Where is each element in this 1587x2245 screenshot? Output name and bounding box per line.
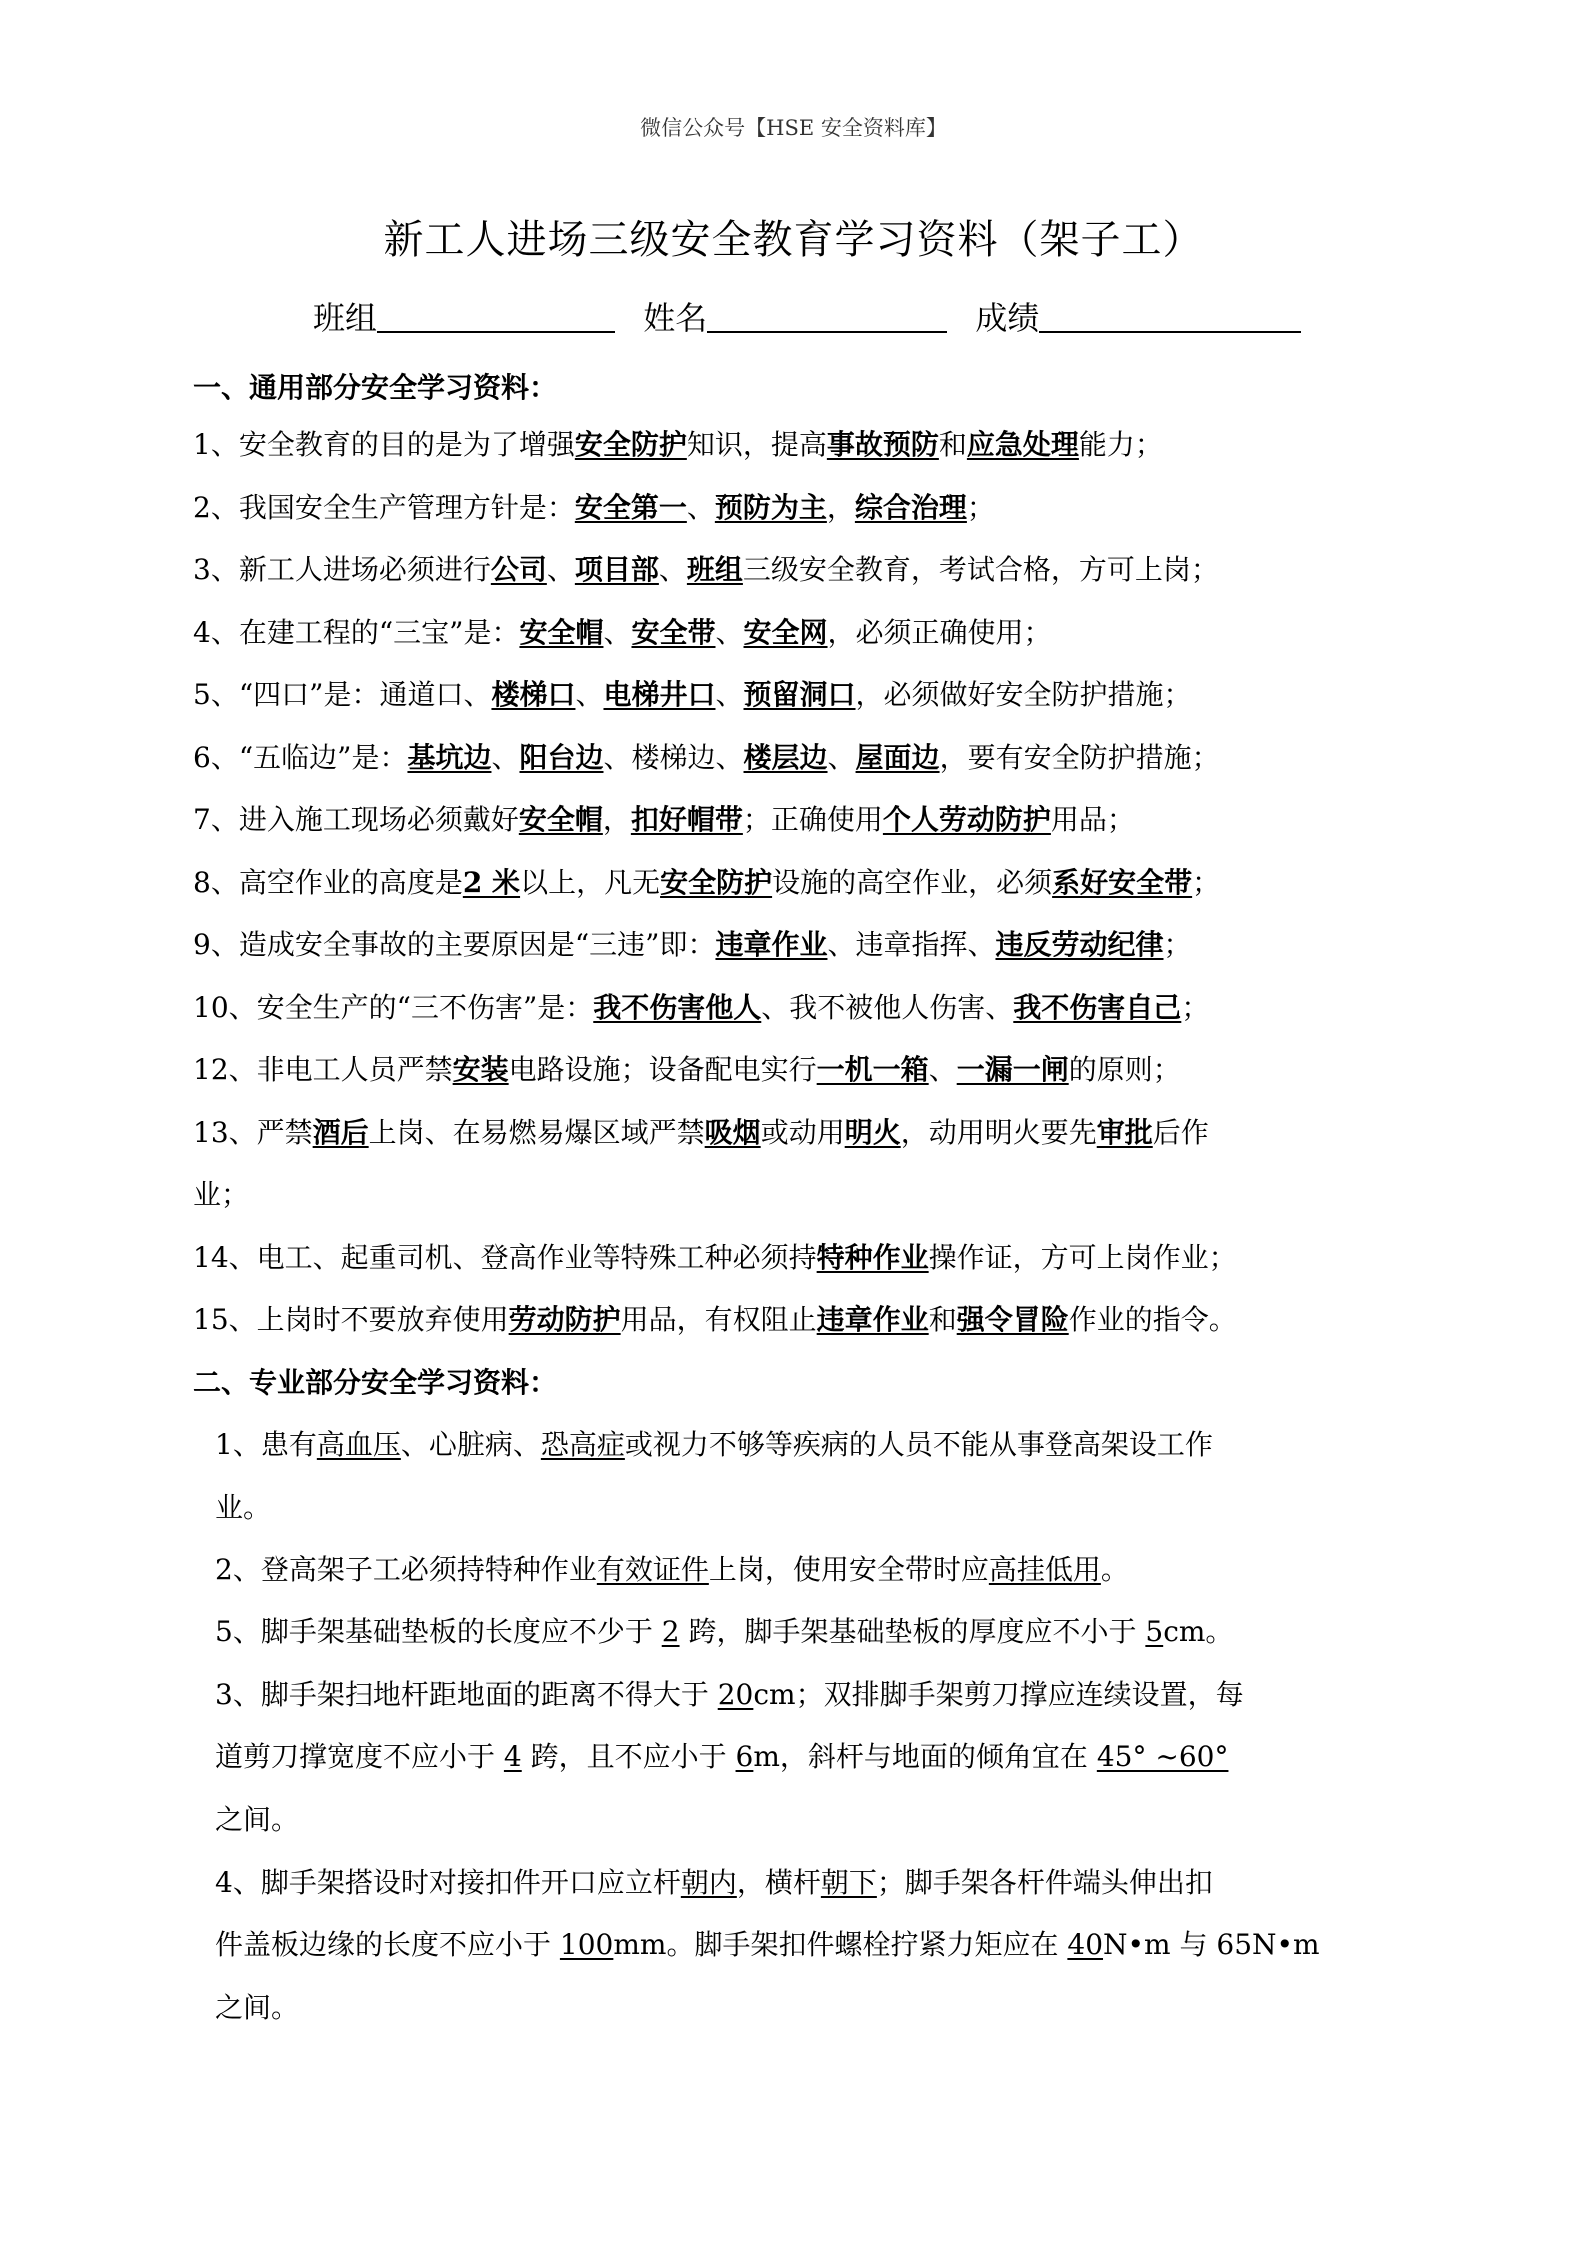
section-heading: 一、通用部分安全学习资料： [193,371,558,404]
line-text: 。 [1100,1553,1129,1586]
line-text: ； [1181,991,1210,1024]
line-text: ， [602,803,631,836]
line-text: 、 [575,678,604,711]
line-text: 3、脚手架扫地杆距地面的距离不得大于 [215,1678,718,1711]
answer-text: 安全网 [743,616,828,649]
line-text: 后作 [1152,1116,1209,1149]
line-text: 10、安全生产的“三不伤害”是： [193,991,594,1024]
answer-text: 楼层边 [743,741,828,774]
line-text: 电路设施；设备配电实行 [508,1053,817,1086]
line-text: 跨，且不应小于 [521,1740,736,1773]
answer-text: 安全带 [631,616,716,649]
answer-text: 安全防护 [574,428,687,461]
answer-text: 系好安全带 [1052,866,1193,899]
answer-text: 我不伤害自己 [1013,991,1182,1024]
line-text: 跨，脚手架基础垫板的厚度应不小于 [679,1615,1146,1648]
text-line [193,675,1393,715]
line-text: cm；双排脚手架剪刀撑应连续设置，每 [753,1678,1244,1711]
line-text: ，必须正确使用； [827,616,1052,649]
answer-text: 预防为主 [714,491,827,524]
answer-text: 安全帽 [519,616,604,649]
page-title: 新工人进场三级安全教育学习资料（架子工） [383,217,1204,263]
answer-text: 安全帽 [518,803,603,836]
line-text: 、 [715,678,744,711]
answer-text: 明火 [844,1116,901,1149]
answer-text: 预留洞口 [743,678,856,711]
team-field[interactable] [377,297,615,333]
answer-text: 安全第一 [574,491,687,524]
text-line [193,1050,1393,1090]
line-text: 操作证，方可上岗作业； [928,1241,1237,1274]
info-form [313,293,1301,339]
line-text: 、 [658,553,687,586]
answer-text: 特种作业 [816,1241,929,1274]
line-text: 以上，凡无 [520,866,661,899]
line-text: 或动用 [760,1116,845,1149]
answer-text: 4 [503,1740,522,1773]
answer-text: 公司 [490,553,547,586]
line-text: 上岗、在易燃易爆区域严禁 [368,1116,705,1149]
text-line [193,925,1393,965]
answer-text: 屋面边 [855,741,940,774]
answer-text: 安全防护 [660,866,773,899]
text-line [193,738,1393,778]
line-text: 、 [491,741,520,774]
answer-text: 朝下 [820,1866,877,1899]
text-line [193,488,1393,528]
line-text: 4、在建工程的“三宝”是： [193,616,520,649]
line-text: 5、“四口”是：通道口、 [193,678,492,711]
line-text: 用品； [1050,803,1135,836]
answer-text: 一漏一闸 [956,1053,1069,1086]
line-text: 、 [827,741,856,774]
section-heading: 二、专业部分安全学习资料： [193,1366,558,1399]
line-text: 业。 [215,1491,272,1524]
line-text: 设施的高空作业，必须 [772,866,1053,899]
text-line [215,1425,1415,1465]
line-text: 业； [193,1178,250,1211]
line-text: N•m 与 65N•m [1103,1928,1320,1961]
text-line [193,550,1393,590]
line-text: 2、登高架子工必须持特种作业 [215,1553,597,1586]
line-text: ；脚手架各杆件端头伸出扣 [876,1866,1213,1899]
text-line [193,988,1393,1028]
answer-text: 事故预防 [826,428,939,461]
text-line [193,800,1393,840]
answer-text: 强令冒险 [956,1303,1069,1336]
answer-text: 45° ~60° [1096,1740,1229,1773]
text-line [215,1800,1415,1840]
answer-text: 基坑边 [407,741,492,774]
line-text: 2、我国安全生产管理方针是： [193,491,575,524]
line-text: 、 [603,616,632,649]
line-text: 7、进入施工现场必须戴好 [193,803,519,836]
text-line [193,863,1393,903]
line-text: ； [1163,928,1192,961]
answer-text: 项目部 [574,553,659,586]
line-text: 5、脚手架基础垫板的长度应不少于 [215,1615,662,1648]
text-line [215,1863,1415,1903]
answer-text: 我不伤害他人 [593,991,762,1024]
line-text: 、 [546,553,575,586]
answer-text: 电梯井口 [603,678,716,711]
text-line [215,1550,1415,1590]
line-text: 知识，提高 [686,428,827,461]
text-line [193,425,1393,465]
line-text: 道剪刀撑宽度不应小于 [215,1740,504,1773]
answer-text: 2 米 [462,866,521,899]
answer-text: 违反劳动纪律 [995,928,1164,961]
text-line [215,1488,1415,1528]
line-text: 的原则； [1068,1053,1181,1086]
text-line [215,1675,1415,1715]
line-text: ； [966,491,995,524]
line-text: 14、电工、起重司机、登高作业等特殊工种必须持 [193,1241,817,1274]
line-text: cm。 [1163,1615,1234,1648]
answer-text: 20 [717,1678,754,1711]
line-text: 、我不被他人伤害、 [761,991,1014,1024]
line-text: m，斜杆与地面的倾角宜在 [753,1740,1097,1773]
text-line [193,1113,1393,1153]
answer-text: 一机一箱 [816,1053,929,1086]
answer-text: 违章作业 [816,1303,929,1336]
line-text: 之间。 [215,1803,300,1836]
line-text: 6、“五临边”是： [193,741,408,774]
answer-text: 40 [1067,1928,1104,1961]
answer-text: 有效证件 [596,1553,709,1586]
answer-text: 楼梯口 [491,678,576,711]
line-text: 作业的指令。 [1068,1303,1237,1336]
line-text: 上岗，使用安全带时应 [708,1553,989,1586]
answer-text: 阳台边 [519,741,604,774]
answer-text: 个人劳动防护 [882,803,1051,836]
score-label: 成绩 [975,299,1040,337]
text-line [215,1737,1415,1777]
text-line [193,1238,1393,1278]
line-text: ；正确使用 [742,803,883,836]
answer-text: 6 [735,1740,754,1773]
header-note: 微信公众号【HSE 安全资料库】 [640,116,947,140]
answer-text: 100 [559,1928,614,1961]
line-text: 、楼梯边、 [603,741,744,774]
line-text: ，必须做好安全防护措施； [855,678,1192,711]
answer-text: 劳动防护 [508,1303,621,1336]
text-line [193,1175,1393,1215]
team-label: 班组 [313,299,378,337]
text-line [193,1300,1393,1340]
line-text: 、心脏病、 [400,1428,541,1461]
answer-text: 5 [1145,1615,1164,1648]
line-text: 15、上岗时不要放弃使用 [193,1303,509,1336]
line-text: mm。脚手架扣件螺栓拧紧力矩应在 [613,1928,1068,1961]
text-line [193,613,1393,653]
line-text: 13、严禁 [193,1116,313,1149]
answer-text: 2 [661,1615,680,1648]
line-text: 或视力不够等疾病的人员不能从事登高架设工作 [624,1428,1213,1461]
answer-text: 恐高症 [540,1428,625,1461]
answer-text: 酒后 [312,1116,369,1149]
line-text: 1、患有 [215,1428,317,1461]
answer-text: 朝内 [680,1866,737,1899]
line-text: 和 [938,428,967,461]
text-line [215,1612,1415,1652]
line-text: ，横杆 [736,1866,821,1899]
line-text: 4、脚手架搭设时对接扣件开口应立杆 [215,1866,681,1899]
answer-text: 高血压 [316,1428,401,1461]
text-line [215,1925,1415,1965]
line-text: 9、造成安全事故的主要原因是“三违”即： [193,928,716,961]
line-text: 之间。 [215,1991,300,2024]
answer-text: 安装 [452,1053,509,1086]
answer-text: 审批 [1096,1116,1153,1149]
answer-text: 扣好帽带 [630,803,743,836]
line-text: 件盖板边缘的长度不应小于 [215,1928,560,1961]
line-text: ； [1192,866,1221,899]
answer-text: 违章作业 [715,928,828,961]
line-text: ，动用明火要先 [900,1116,1097,1149]
line-text: ， [826,491,855,524]
answer-text: 吸烟 [704,1116,761,1149]
line-text: 能力； [1078,428,1163,461]
line-text: 、 [928,1053,957,1086]
line-text: 、 [686,491,715,524]
answer-text: 综合治理 [854,491,967,524]
line-text: 8、高空作业的高度是 [193,866,463,899]
name-field[interactable] [707,297,947,333]
answer-text: 应急处理 [966,428,1079,461]
line-text: 三级安全教育，考试合格，方可上岗； [742,553,1219,586]
text-line [215,1988,1415,2028]
line-text: 12、非电工人员严禁 [193,1053,453,1086]
name-label: 姓名 [643,299,708,337]
line-text: 、违章指挥、 [827,928,996,961]
line-text: ，要有安全防护措施； [939,741,1220,774]
line-text: 、 [715,616,744,649]
line-text: 用品，有权阻止 [620,1303,817,1336]
score-field[interactable] [1039,297,1301,333]
line-text: 和 [928,1303,957,1336]
line-text: 1、安全教育的目的是为了增强 [193,428,575,461]
answer-text: 高挂低用 [988,1553,1101,1586]
line-text: 3、新工人进场必须进行 [193,553,491,586]
answer-text: 班组 [686,553,743,586]
